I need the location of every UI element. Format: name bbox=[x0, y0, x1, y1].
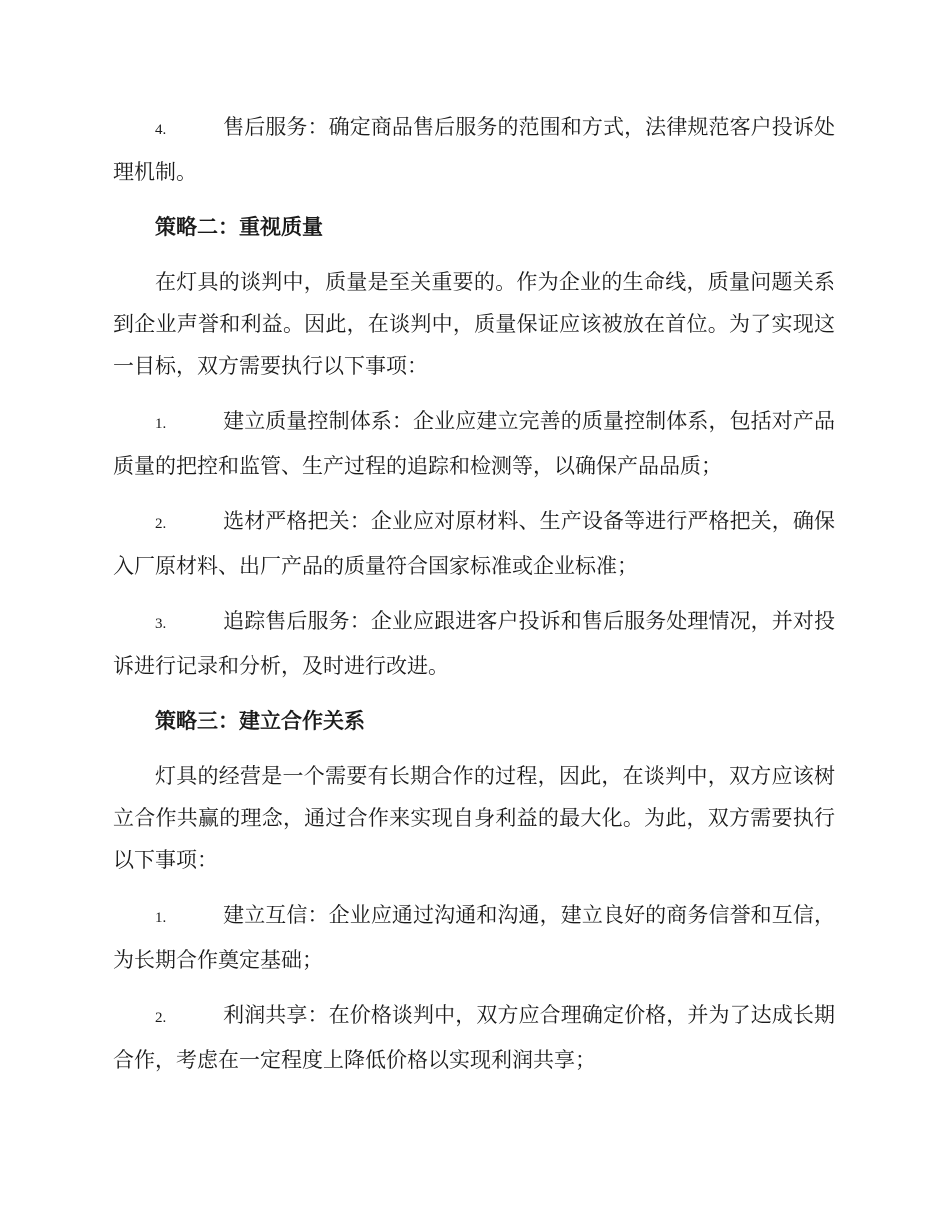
list-number: 2. bbox=[155, 1010, 167, 1026]
list-number: 1. bbox=[155, 416, 167, 432]
list-number: 2. bbox=[155, 516, 167, 532]
list-item bbox=[113, 600, 835, 687]
list-item bbox=[113, 500, 835, 587]
document-page bbox=[113, 106, 835, 1094]
list-item bbox=[113, 106, 835, 193]
list-item-text: 选材严格把关：企业应对原材料、生产设备等进行严格把关，确保入厂原材料、出厂产品的质量符合国家标准或企业标准； bbox=[113, 509, 835, 578]
list-number: 1. bbox=[155, 910, 167, 926]
section-heading: 策略三：建立合作关系 bbox=[155, 708, 365, 733]
list-number: 3. bbox=[155, 616, 167, 632]
body-paragraph: 在灯具的谈判中，质量是至关重要的。作为企业的生命线，质量问题关系到企业声誉和利益。因此，在谈判中，质量保证应该被放在首位。为了实现这一目标，双方需要执行以下事项： bbox=[113, 270, 835, 378]
list-item-text: 追踪售后服务：企业应跟进客户投诉和售后服务处理情况，并对投诉进行记录和分析，及时进行改进。 bbox=[113, 609, 835, 678]
list-item-text: 建立互信：企业应通过沟通和沟通，建立良好的商务信誉和互信，为长期合作奠定基础； bbox=[113, 903, 835, 972]
body-paragraph: 灯具的经营是一个需要有长期合作的过程，因此，在谈判中，双方应该树立合作共赢的理念，通过合作来实现自身利益的最大化。为此，双方需要执行以下事项： bbox=[113, 764, 835, 872]
list-item bbox=[113, 894, 835, 981]
list-item bbox=[113, 400, 835, 487]
section-heading: 策略二：重视质量 bbox=[155, 214, 323, 239]
list-item-text: 建立质量控制体系：企业应建立完善的质量控制体系，包括对产品质量的把控和监管、生产过程的追踪和检测等，以确保产品品质； bbox=[113, 409, 835, 478]
list-item bbox=[113, 994, 835, 1081]
list-number: 4. bbox=[155, 122, 167, 138]
list-item-text: 利润共享：在价格谈判中，双方应合理确定价格，并为了达成长期合作，考虑在一定程度上降低价格以实现利润共享； bbox=[113, 1003, 835, 1072]
list-item-text: 售后服务：确定商品售后服务的范围和方式，法律规范客户投诉处理机制。 bbox=[113, 115, 835, 184]
